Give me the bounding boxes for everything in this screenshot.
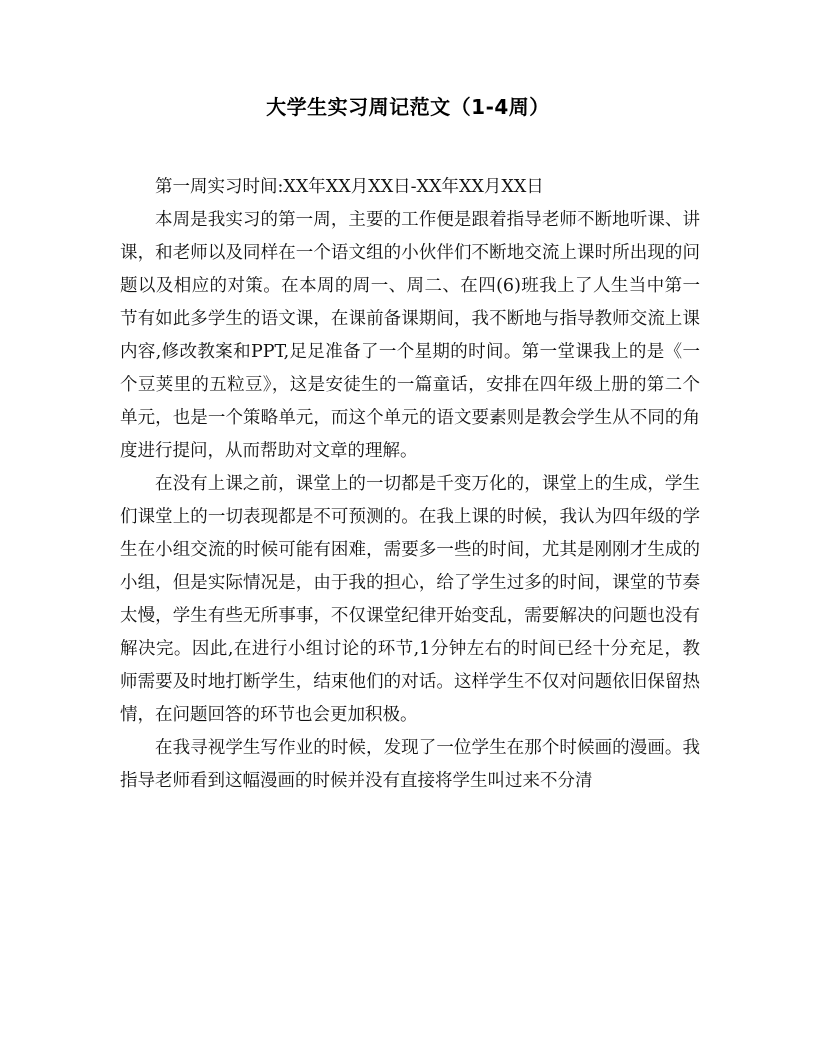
paragraph-first-week: 本周是我实习的第一周，主要的工作便是跟着指导老师不断地听课、讲课，和老师以及同样在一个语文组的小伙伴们不断地交流上课时所出现的问题以及相应的对策。在本周的周一、周二、在四(6)班我上了人生当中第一节有如此多学生的语文课，在课前备课期间，我不断地与指导教师交流上课内容,修改教案和PPT,足足准备了一个星期的时间。第一堂课我上的是《一个豆荚里的五粒豆》，这是安徒生的一篇童话，安排在四年级上册的第二个单元，也是一个策略单元，而这个单元的语文要素则是教会学生从不同的角度进行提问，从而帮助对文章的理解。 bbox=[120, 210, 700, 461]
document-body bbox=[120, 171, 700, 798]
paragraph-classroom-reflection: 在没有上课之前，课堂上的一切都是千变万化的，课堂上的生成，学生们课堂上的一切表现都是不可预测的。在我上课的时候，我认为四年级的学生在小组交流的时候可能有困难，需要多一些的时间，尤其是刚刚才生成的小组，但是实际情况是，由于我的担心，给了学生过多的时间，课堂的节奏太慢，学生有些无所事事，不仅课堂纪律开始变乱，需要解决的问题也没有解决完。因此,在进行小组讨论的环节,1分钟左右的时间已经十分充足，教师需要及时地打断学生，结束他们的对话。这样学生不仅对问题依旧保留热情，在问题回答的环节也会更加积极。 bbox=[120, 474, 700, 725]
paragraph-practice-period: 第一周实习时间:XX年XX月XX日-XX年XX月XX日 bbox=[155, 177, 544, 197]
paragraph-homework-observation: 在我寻视学生写作业的时候，发现了一位学生在那个时候画的漫画。我指导老师看到这幅漫画的时候并没有直接将学生叫过来不分清 bbox=[120, 738, 700, 791]
document-title: 大学生实习周记范文（1-4周） bbox=[266, 95, 550, 119]
